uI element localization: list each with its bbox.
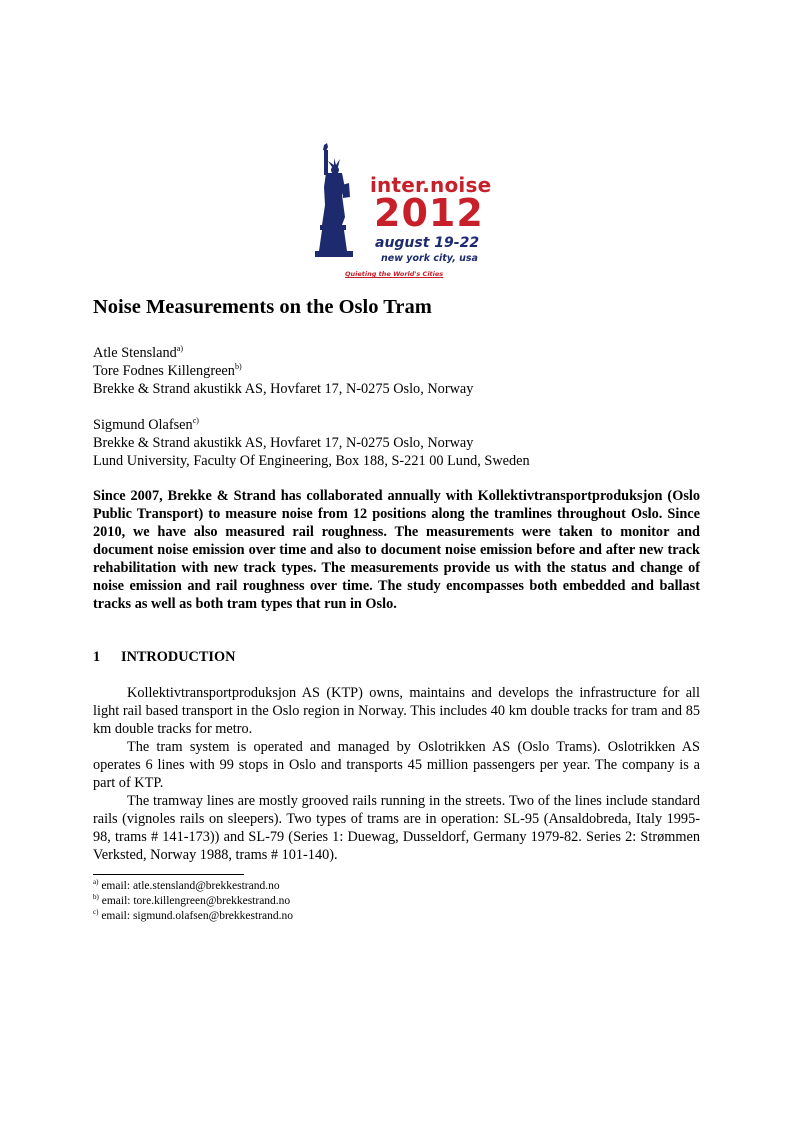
abstract: Since 2007, Brekke & Strand has collaborated annually with Kollektivtransportproduksjon (Oslo Public Transport) to measure noise from 12 positions along the tramlines throughout Oslo. Since 2010, we have also measured rail roughness. The measurements were taken to monitor and document noise emission over time and also to document noise emission before and after new track rehabilitation with new track types. The measurements provide us with the status and change of noise emission and rail roughness over time. The study encompasses both embedded and ballast tracks as well as both tram types that run in Oslo. (93, 488, 700, 612)
footnote-mark: c) (192, 416, 199, 425)
author-name: Sigmund Olafsen (93, 417, 193, 433)
affiliation: Brekke & Strand akustikk AS, Hovfaret 17, N-0275 Oslo, Norway (93, 435, 474, 451)
footnote-text: email: atle.stensland@brekkestrand.no (101, 880, 280, 892)
section-heading (93, 649, 235, 666)
footnote-mark: b) (234, 362, 242, 371)
affiliation: Lund University, Faculty Of Engineering, Box 188, S-221 00 Lund, Sweden (93, 453, 530, 469)
statue-of-liberty-icon (312, 143, 372, 261)
paragraph: The tramway lines are mostly grooved rails running in the streets. Two of the lines include standard rails (vignoles rails on sleepers). Two types of trams are in operation: SL-95 (Ansaldobreda, Italy 1995-98, trams # 141-173)) and SL-79 (Series 1: Duewag, Dusseldorf, Germany 1979-82. Series 2: Strømmen Verksted, Norway 1988, trams # 101-140). (93, 793, 700, 863)
footnote (93, 894, 293, 909)
logo-wordmark: inter.noise (370, 173, 492, 197)
author-name: Tore Fodnes Killengreen (93, 363, 235, 379)
author-line (93, 344, 703, 362)
footnote-mark: b) (93, 893, 99, 901)
footnote (93, 879, 293, 894)
footnote-mark: c) (93, 908, 99, 916)
footnote-mark: a) (93, 878, 99, 886)
section-title: INTRODUCTION (121, 649, 236, 665)
logo-dates: august 19-22 (375, 235, 480, 251)
author-line (93, 416, 703, 434)
logo-year: 2012 (374, 191, 484, 235)
footnote-text: email: sigmund.olafsen@brekkestrand.no (101, 910, 293, 922)
logo-tagline: Quieting the World's Cities (345, 270, 444, 278)
section-number: 1 (93, 649, 101, 665)
affiliation: Brekke & Strand akustikk AS, Hovfaret 17, N-0275 Oslo, Norway (93, 381, 474, 397)
paragraph: The tram system is operated and managed by Oslotrikken AS (Oslo Trams). Oslotrikken AS operates 6 lines with 99 stops in Oslo and transports 45 million passengers per year. The company is a part of KTP. (93, 739, 700, 791)
paragraph: Kollektivtransportproduksjon AS (KTP) owns, maintains and develops the infrastructure for all light rail based transport in the Oslo region in Norway. This includes 40 km double tracks for tram and 85 km double tracks for metro. (93, 685, 700, 737)
logo-location: new york city, usa (381, 253, 478, 264)
footnote-mark: a) (176, 344, 184, 353)
footnote-divider (93, 874, 244, 875)
author-name: Atle Stensland (93, 345, 177, 361)
footnotes (93, 879, 293, 924)
introduction-body (93, 684, 700, 864)
conference-logo (312, 143, 492, 281)
footnote-text: email: tore.killengreen@brekkestrand.no (101, 895, 291, 907)
author-line (93, 362, 703, 380)
paper-title: Noise Measurements on the Oslo Tram (93, 296, 432, 318)
footnote (93, 909, 293, 924)
author-block (93, 344, 703, 470)
